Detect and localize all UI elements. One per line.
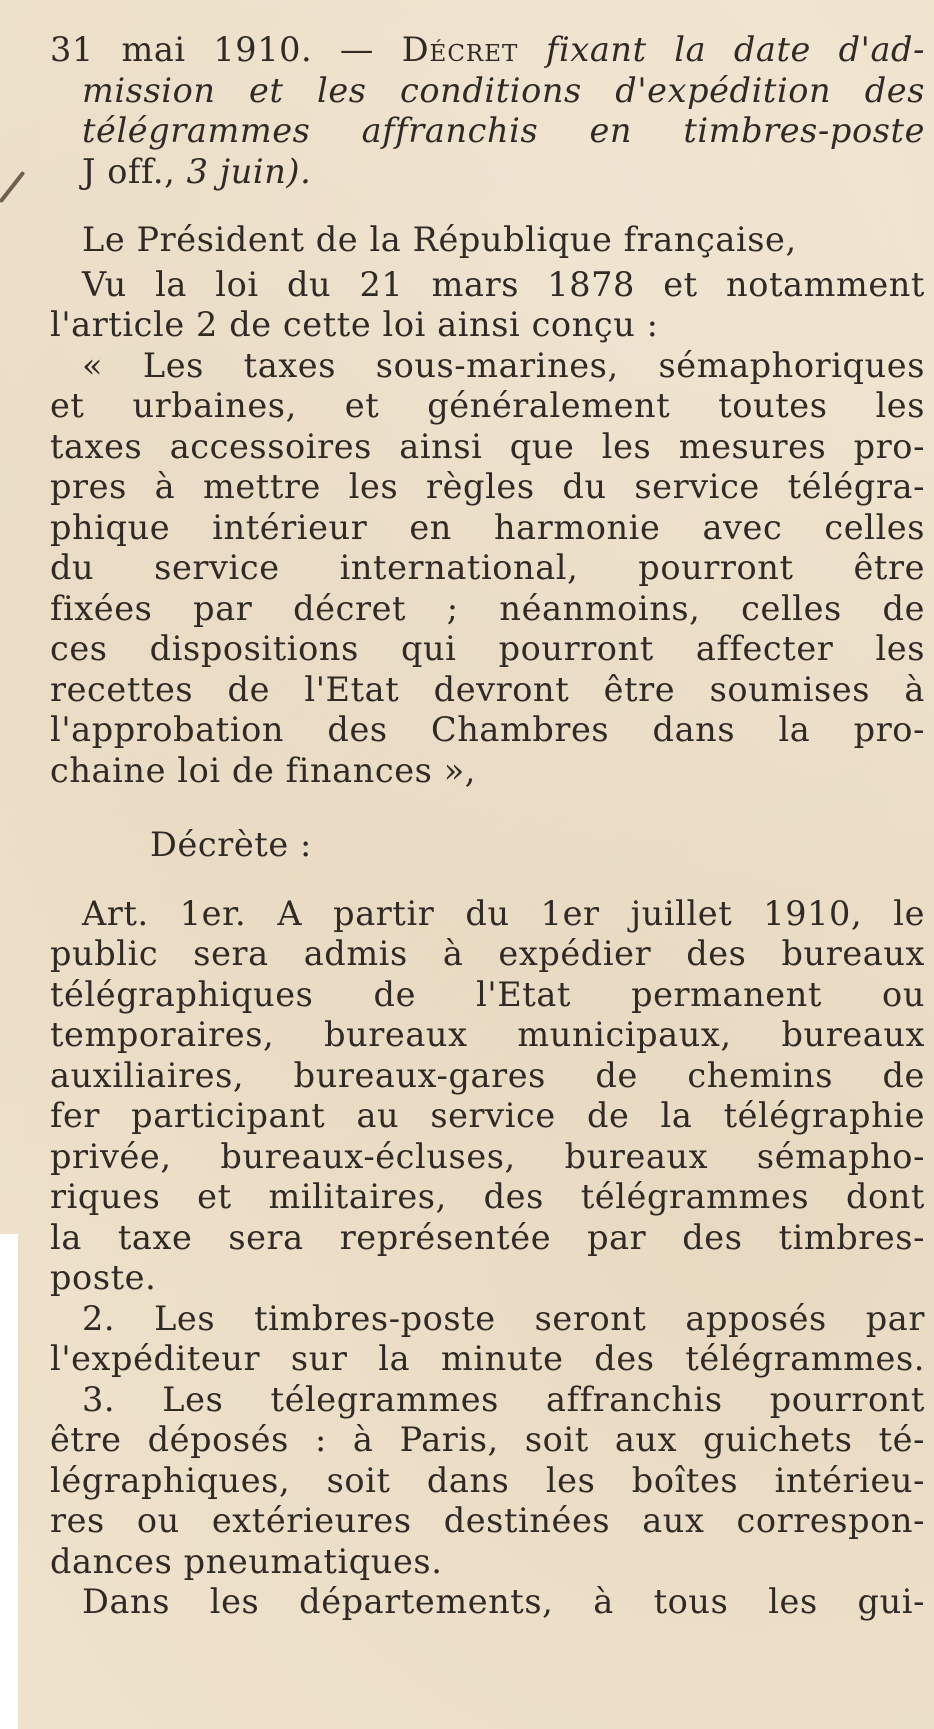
art3-line-3: légraphiques, soit dans les boîtes intérieu- xyxy=(50,1460,925,1500)
art3-line-2: être déposés : à Paris, soit aux guichets té- xyxy=(50,1420,925,1459)
quote-line-last: chaine loi de finances », xyxy=(50,750,477,790)
page-edge-cutout xyxy=(0,1234,18,1729)
art1-line-2: public sera admis à expédier des bureaux xyxy=(50,934,925,973)
decrete-heading: Décrète : xyxy=(150,825,312,864)
art3-line-last: dances pneumatiques. xyxy=(50,1541,443,1581)
art1-line-9: la taxe sera représentée par des timbres- xyxy=(50,1217,925,1257)
quote-line-6: du service international, pourront être xyxy=(50,548,925,587)
art3-line-4: res ou extérieures destinées aux correspon- xyxy=(50,1501,925,1540)
art1-line-7: privée, bureaux-écluses, bureaux sémapho- xyxy=(50,1136,925,1176)
header-line-2: mission et les conditions d'expédition des xyxy=(82,70,925,110)
art1-line-5: auxiliaires, bureaux-gares de chemins de xyxy=(50,1055,925,1095)
quote-line-4: pres à mettre les règles du service télégra- xyxy=(50,467,925,506)
quote-line-10: l'approbation des Chambres dans la pro- xyxy=(50,710,925,749)
header-journal-ref: J off., xyxy=(82,151,187,191)
header-line-4 xyxy=(50,152,925,193)
header-line-3: télégrammes affranchis en timbres-poste xyxy=(82,111,925,150)
final-line: Dans les départements, à tous les gui- xyxy=(82,1582,925,1621)
header-decret-word: Décret xyxy=(401,30,519,69)
quote-line-5: phique intérieur en harmonie avec celles xyxy=(50,507,925,547)
president-line: Le Président de la République française, xyxy=(82,220,797,259)
art1-line-6: fer participant au service de la télégraphie xyxy=(50,1096,925,1135)
header-title-start: fixant la date d'ad- xyxy=(518,30,925,69)
header-journal-date: 3 juin). xyxy=(186,151,312,191)
art1-line-3: télégraphiques de l'Etat permanent ou xyxy=(50,974,925,1014)
art2-line-1: 2. Les timbres-poste seront apposés par xyxy=(82,1298,925,1338)
quote-line-3: taxes accessoires ainsi que les mesures pro- xyxy=(50,426,925,466)
art3-line-1: 3. Les télegrammes affranchis pourront xyxy=(82,1379,925,1419)
quote-line-9: recettes de l'Etat devront être soumises à xyxy=(50,669,925,709)
art1-line-last: poste. xyxy=(50,1258,157,1297)
vu-line-2: l'article 2 de cette loi ainsi conçu : xyxy=(50,305,659,344)
decree-text xyxy=(50,30,925,1623)
quote-line-1: « Les taxes sous-marines, sémaphoriques xyxy=(82,345,925,385)
header-date: 31 mai 1910. — xyxy=(50,30,402,69)
vu-line-1: Vu la loi du 21 mars 1878 et notamment xyxy=(82,264,925,304)
art1-line-1: Art. 1er. A partir du 1er juillet 1910, le xyxy=(82,893,925,933)
quote-line-2: et urbaines, et généralement toutes les xyxy=(50,386,925,425)
quote-line-7: fixées par décret ; néanmoins, celles de xyxy=(50,588,925,628)
art1-line-4: temporaires, bureaux municipaux, bureaux xyxy=(50,1015,925,1054)
quote-line-8: ces dispositions qui pourront affecter les xyxy=(50,629,925,668)
art2-line-last: l'expéditeur sur la minute des télégrammes. xyxy=(50,1339,925,1378)
art1-line-8: riques et militaires, des télégrammes dont xyxy=(50,1177,925,1216)
header-line-1 xyxy=(50,30,925,71)
